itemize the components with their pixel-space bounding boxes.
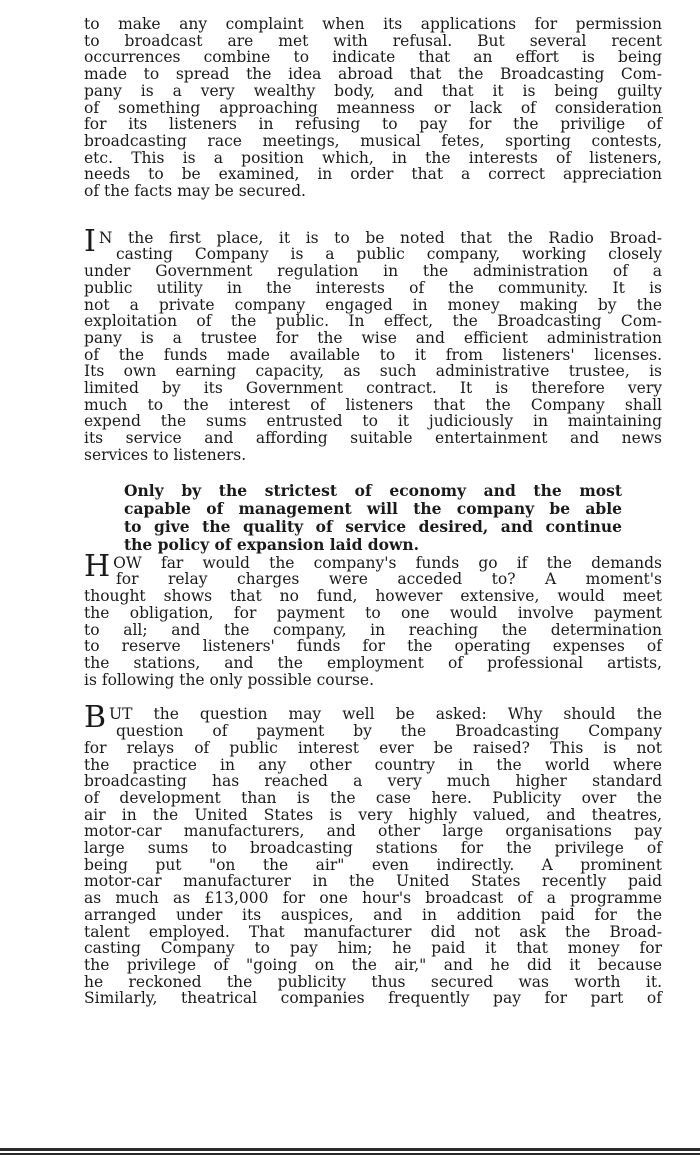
text-line: air in the United States is very highly valued, and theatres, [84,805,662,824]
text-line: casting Company is a public company, working closely [116,245,662,264]
text-line-rest: UT the question may well be asked: Why should the [109,705,662,724]
text-line: is following the only possible course. [84,670,375,689]
drop-cap: B [84,700,107,736]
drop-cap: H [84,548,111,584]
article-page [84,16,662,1007]
text-line: the practice in any other country in the world where [84,755,662,774]
text-line: occurrences combine to indicate that an effort is being [84,48,662,67]
text-line: as much as £13,000 for one hour's broadcast of a programme [84,889,662,908]
text-line: of the funds made available to it from listeners' licenses. [84,345,662,364]
text-line: talent employed. That manufacturer did not ask the Broad- [84,922,662,941]
text-line: he reckoned the publicity thus secured was worth it. [84,972,662,991]
text-line: much to the interest of listeners that the Company shall [84,395,662,414]
text-line: made to spread the idea abroad that the Broadcasting Com- [84,65,662,84]
text-line: needs to be examined, in order that a correct appreciation [84,165,662,184]
text-line: not a private company engaged in money making by the [84,295,662,314]
text-line: of development than is the case here. Publicity over the [84,788,662,807]
text-line: under Government regulation in the administration of a [84,262,662,281]
text-line: the obligation, for payment to one would involve payment [84,603,662,622]
paragraph-but-question [84,700,662,1008]
text-line: thought shows that no fund, however extensive, would meet [84,587,662,606]
quote-line: the policy of expansion laid down. [124,535,419,555]
quote-line: Only by the strictest of economy and the most [124,480,622,500]
paragraph-first-place [84,223,662,464]
quote-line: capable of management will the company be able [124,498,622,518]
text-line: to reserve listeners' funds for the operating expenses of [84,637,662,656]
text-line: Its own earning capacity, as such administrative trustee, is [84,362,662,381]
text-line: limited by its Government contract. It is therefore very [84,379,662,398]
text-line: of something approaching meanness or lack of consideration [84,98,662,117]
text-line: motor-car manufacturers, and other large organisations pay [84,822,662,841]
page-bottom-rule [0,1148,700,1151]
text-line: public utility in the interests of the community. It is [84,278,662,297]
text-line: Similarly, theatrical companies frequently pay for part of [84,989,662,1008]
text-line: the privilege of "going on the air," and he did it because [84,955,662,974]
text-line: etc. This is a position which, in the interests of listeners, [84,148,662,167]
text-line: casting Company to pay him; he paid it that money for [84,939,662,958]
text-line: for relays of public interest ever be raised? This is not [84,738,662,757]
text-line: arranged under its auspices, and in addition paid for the [84,905,662,924]
text-line: services to listeners. [84,445,247,464]
text-line: for its listeners in refusing to pay for the privilige of [84,115,662,134]
text-line: exploitation of the public. In effect, the Broadcasting Com- [84,312,662,331]
drop-cap: I [84,223,96,259]
text-line: the stations, and the employment of professional artists, [84,653,662,672]
text-line: to broadcast are met with refusal. But several recent [84,31,662,50]
text-line: broadcasting race meetings, musical fetes, sporting contests, [84,131,662,150]
text-line: pany is a very wealthy body, and that it is being guilty [84,81,662,100]
text-line: question of payment by the Broadcasting Company [116,722,662,741]
text-line: of the facts may be secured. [84,182,306,201]
text-line-rest: OW far would the company's funds go if the demands [113,553,662,572]
text-line: being put "on the air" even indirectly. A prominent [84,855,662,874]
text-line: its service and affording suitable entertainment and news [84,429,662,448]
text-line: broadcasting has reached a very much higher standard [84,772,662,791]
paragraph-how-far [84,548,662,689]
page-bottom-rule-thin [0,1153,700,1155]
text-line: to all; and the company, in reaching the determination [84,620,662,639]
pull-quote [124,482,622,555]
text-line: for relay charges were acceded to? A moment's [116,570,662,589]
text-line: expend the sums entrusted to it judiciously in maintaining [84,412,662,431]
text-line: large sums to broadcasting stations for the privilege of [84,839,662,858]
quote-line: to give the quality of service desired, and continue [124,517,622,537]
text-line-rest: N the first place, it is to be noted that the Radio Broad- [98,228,662,247]
text-line: to make any complaint when its applications for permission [84,15,662,33]
text-line: pany is a trustee for the wise and efficient administration [84,328,662,347]
text-line: motor-car manufacturer in the United States recently paid [84,872,662,891]
paragraph-intro [84,16,662,200]
